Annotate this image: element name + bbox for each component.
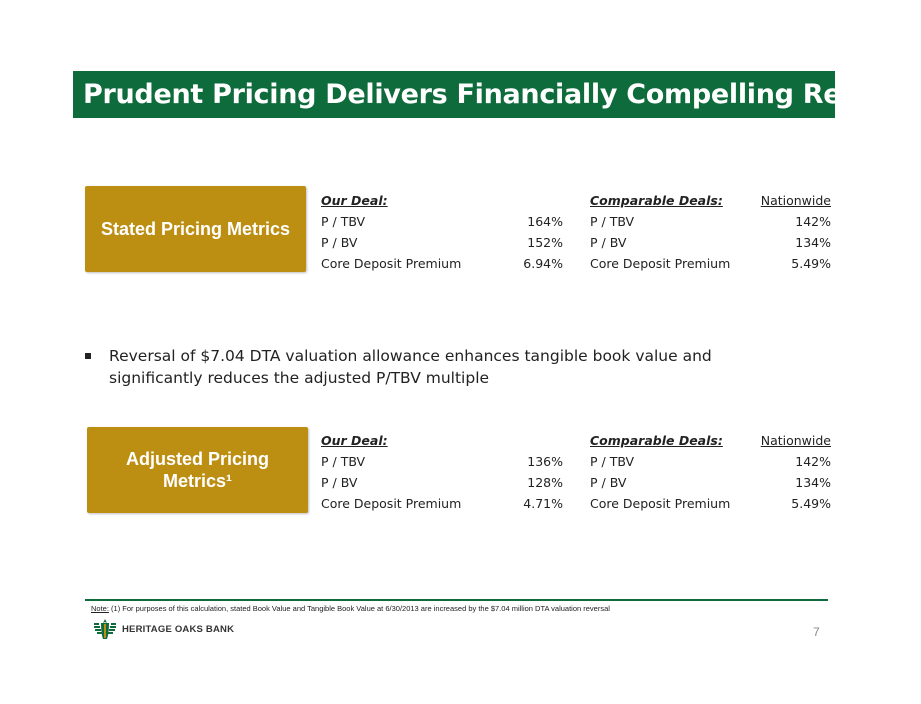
- metric-value: 142%: [795, 214, 831, 229]
- metric-label: P / TBV: [590, 214, 635, 229]
- metric-row: [321, 232, 563, 253]
- adjusted-pricing-label: [87, 427, 308, 513]
- metric-row: [321, 211, 563, 232]
- metric-label: P / BV: [321, 475, 358, 490]
- bullet-point: [85, 345, 805, 389]
- metric-label: P / BV: [321, 235, 358, 250]
- metric-label: Core Deposit Premium: [321, 496, 462, 511]
- metric-row: [321, 493, 563, 514]
- comparable-deals-header: Comparable Deals:: [590, 433, 723, 448]
- metric-label: Core Deposit Premium: [590, 256, 731, 271]
- metric-row: [321, 253, 563, 274]
- metric-row: [590, 232, 831, 253]
- metric-label: Core Deposit Premium: [321, 256, 462, 271]
- adjusted-comparable-column: [590, 430, 831, 514]
- metric-label: P / TBV: [321, 454, 366, 469]
- metric-row: [590, 472, 831, 493]
- metric-label: P / BV: [590, 235, 627, 250]
- footnote-label: Note:: [91, 604, 109, 613]
- metric-value: 134%: [795, 235, 831, 250]
- metric-label: Core Deposit Premium: [590, 496, 731, 511]
- footnote-text: (1) For purposes of this calculation, stated Book Value and Tangible Book Value at 6/30/2013 are increased by the $7.04 million DTA valuation reversal: [108, 604, 610, 613]
- stated-our-deal-column: [321, 190, 563, 274]
- stated-comparable-column: [590, 190, 831, 274]
- metric-label: P / TBV: [590, 454, 635, 469]
- bank-logo-text: HERITAGE OAKS BANK: [122, 623, 235, 635]
- footnote: [91, 604, 610, 613]
- metric-row: [590, 211, 831, 232]
- oak-leaf-icon: [92, 617, 118, 641]
- page-number: 7: [813, 625, 820, 639]
- our-deal-header: Our Deal:: [321, 193, 388, 208]
- metric-value: 128%: [527, 475, 563, 490]
- metric-row: [590, 493, 831, 514]
- metric-value: 6.94%: [523, 256, 563, 271]
- metric-label: P / BV: [590, 475, 627, 490]
- bank-logo: [92, 617, 234, 641]
- stated-pricing-label-text: Stated Pricing Metrics: [100, 218, 291, 239]
- metric-row: [321, 472, 563, 493]
- metric-value: 4.71%: [523, 496, 563, 511]
- metric-value: 5.49%: [791, 256, 831, 271]
- nationwide-header: Nationwide: [760, 433, 831, 448]
- stated-pricing-label: [85, 186, 306, 272]
- bullet-text: Reversal of $7.04 DTA valuation allowance enhances tangible book value and significantly reduces the adjusted P/TBV multiple: [109, 347, 712, 387]
- metric-row: [590, 451, 831, 472]
- metric-value: 142%: [795, 454, 831, 469]
- adjusted-pricing-label-line1: Adjusted Pricing: [125, 449, 269, 469]
- page-title: Prudent Pricing Delivers Financially Compelling Returns: [73, 71, 835, 118]
- adjusted-our-deal-column: [321, 430, 563, 514]
- metric-value: 152%: [527, 235, 563, 250]
- metric-row: [590, 253, 831, 274]
- our-deal-header: Our Deal:: [321, 433, 388, 448]
- metric-row: [321, 451, 563, 472]
- comparable-deals-header: Comparable Deals:: [590, 193, 723, 208]
- metric-label: P / TBV: [321, 214, 366, 229]
- metric-value: 164%: [527, 214, 563, 229]
- metric-value: 134%: [795, 475, 831, 490]
- metric-value: 136%: [527, 454, 563, 469]
- bullet-square-icon: [85, 353, 91, 359]
- metric-value: 5.49%: [791, 496, 831, 511]
- footer-divider: [85, 599, 828, 601]
- adjusted-pricing-label-line2: Metrics¹: [162, 471, 232, 491]
- nationwide-header: Nationwide: [760, 193, 831, 208]
